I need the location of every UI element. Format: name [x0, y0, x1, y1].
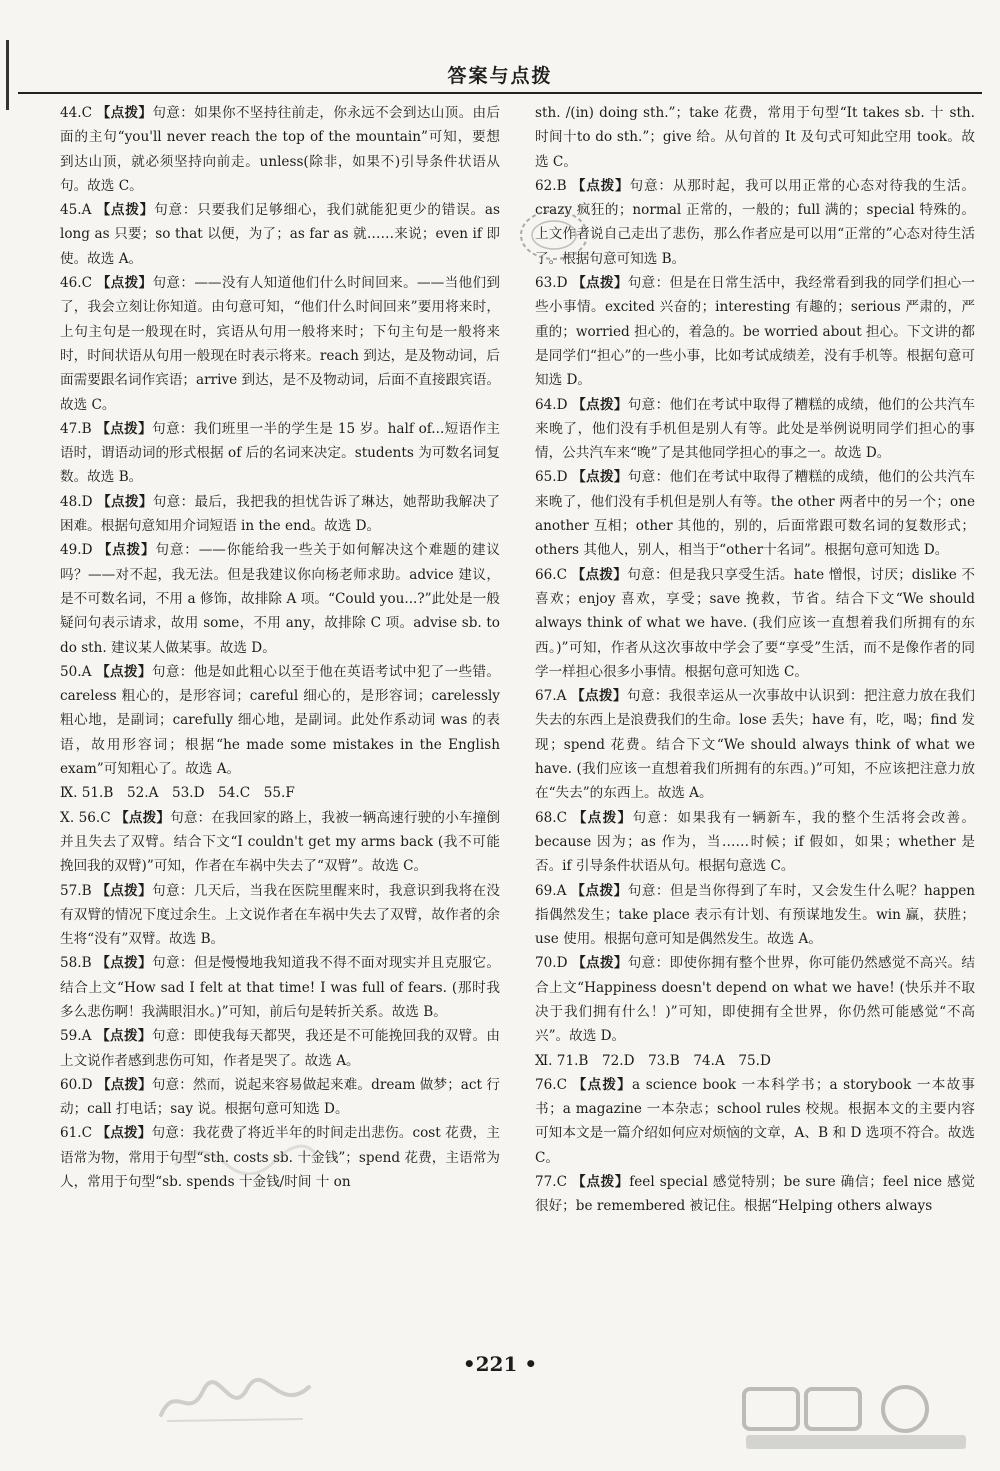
tip-tag: 【点拨】: [572, 396, 628, 413]
answer-explanation: 句意：最后，我把我的担忧告诉了琳达，她帮助我解决了困难。根据句意知用介词短语 in the end。故选 D。: [60, 493, 501, 535]
tip-tag: 【点拨】: [572, 275, 628, 292]
answer-explanation: 句意：在我回家的路上，我被一辆高速行驶的小车撞倒并且失去了双臂。结合下文“I couldn't get my arms back (我不可能挽回我的双臂)”可知，作者在车祸中失去了“双臂”。故选 C。: [60, 809, 501, 875]
tip-tag: 【点拨】: [97, 542, 156, 559]
answer-entry: [535, 465, 975, 562]
answer-entry: [60, 271, 500, 417]
answer-number: 58.B: [60, 955, 97, 972]
answer-entry: [535, 684, 975, 805]
answer-number: Ⅹ. 56.C: [60, 809, 116, 826]
tip-tag: 【点拨】: [96, 1076, 152, 1093]
answer-explanation: 句意：如果你不坚持往前走，你永远不会到达山顶。由后面的主句“you'll never reach the top of the mountain”可知，要想到达山顶，就必须坚持向前走。unless(除非，如果不)引导条件状语从句。故选 C。: [60, 105, 501, 194]
tip-tag: 【点拨】: [571, 177, 630, 194]
tip-tag: 【点拨】: [572, 1076, 633, 1093]
right-column: [535, 101, 975, 1219]
answer-number: 57.B: [60, 882, 97, 899]
answer-entry: [535, 563, 975, 684]
answer-entry: [535, 1170, 975, 1219]
answer-entry: [60, 951, 500, 1024]
header-title: 答案与点拨: [447, 65, 553, 87]
answer-number: 77.C: [535, 1174, 573, 1191]
answer-entry: [60, 490, 500, 539]
answer-number: 61.C: [60, 1125, 97, 1142]
answer-number: 60.D: [60, 1076, 97, 1093]
answer-explanation: 句意：他们在考试中取得了糟糕的成绩，他们的公共汽车来晚了，他们没有手机但是别人有等。the other 两者中的另一个；one another 互相；other 其他的，别的，后面常跟可数名词的复数形式；others 其他人，别人，相当于“other十名词”。根据句意可知选 D。: [535, 469, 976, 559]
answer-explanation: 句意：我花费了将近半年的时间走出悲伤。cost 花费，主语常为物，常用于句型“sth. costs sb. 十金钱”；spend 花费，主语常为人，常用于句型“sb. spends 十金钱/时间 十 on: [60, 1125, 501, 1191]
answer-explanation: 句意：只要我们足够细心，我们就能犯更少的错误。as long as 只要；so that 以便，为了；as far as 就……来说；even if 即使。故选 A。: [60, 202, 500, 267]
answer-entry: [60, 1073, 500, 1122]
answer-entry: [60, 1024, 500, 1073]
faint-watermark-icon: [170, 1135, 320, 1175]
site-logo-watermark-icon: [740, 1383, 970, 1453]
answer-entry: [535, 393, 975, 466]
left-column: [60, 101, 500, 1194]
answer-number: 69.A: [535, 882, 572, 899]
answer-number: 49.D: [60, 542, 98, 559]
answer-entry: [535, 101, 975, 174]
tip-tag: 【点拨】: [96, 1125, 152, 1142]
answer-explanation: 句意：但是慢慢地我知道我不得不面对现实并且克服它。结合上文“How sad I felt at that time! I was full of fears. (那时我多么悲伤啊！我满眼泪水。)”可知，前后句是转折关系。故选 B。: [60, 955, 501, 1020]
answer-explanation: 句意：如果我有一辆新车，我的整个生活将会改善。because 因为；as 作为，当……时候；if 假如，如果；whether 是否。if 引导条件状语从句。根据句意选 C。: [535, 809, 976, 875]
tip-tag: 【点拨】: [572, 469, 628, 486]
tip-tag: 【点拨】: [96, 882, 153, 899]
answer-entry: [60, 198, 500, 271]
tip-tag: 【点拨】: [571, 688, 627, 705]
answer-entry: [535, 271, 975, 392]
answer-explanation: 句意：我们班里一半的学生是 15 岁。half of...短语作主语时，谓语动词的形式根据 of 后的名词来决定。students 为可数名词复数。故选 B。: [60, 420, 501, 486]
tip-tag: 【点拨】: [572, 809, 633, 826]
page-header: [18, 62, 982, 94]
answer-number: 65.D: [535, 469, 573, 486]
answer-number: 48.D: [60, 493, 98, 510]
answer-number: 45.A: [60, 202, 97, 219]
answer-entry: [535, 806, 975, 879]
answer-entry: [535, 1049, 975, 1073]
tip-tag: 【点拨】: [572, 1174, 630, 1191]
answer-number: 70.D: [535, 955, 573, 972]
answer-explanation: 句意：——你能给我一些关于如何解决这个难题的建议吗？——对不起，我无法。但是我建议你向杨老师求助。advice 建议，是不可数名词，不用 a 修饰，故排除 A 项。“Could you...?”此处是一般疑问句表示请求，故用 some，不用 any，故排除 C 项。advise sb. to do sth. 建议某人做某事。故选 D。: [60, 542, 501, 656]
answer-explanation: 句意：从那时起，我可以用正常的心态对待我的生活。crazy 疯狂的；normal 正常的，一般的；full 满的；special 特殊的。上文作者说自己走出了悲伤，那么作者应是可以用“正常的”心态对待生活了。根据句意可知选 B。: [535, 177, 976, 267]
answer-line: sth. /(in) doing sth.”；take 花费，常用于句型“It takes sb. 十 sth. 时间十to do sth.”；give 给。从句首的 It 及句式可知此空用 took。故选 C。: [535, 105, 975, 170]
answer-number: 46.C: [60, 275, 97, 292]
tip-tag: 【点拨】: [96, 275, 153, 292]
tip-tag: 【点拨】: [96, 663, 152, 680]
answer-explanation: a science book 一本科学书；a storybook 一本故事书；a magazine 一本杂志；school rules 校规。根据本文的主要内容可知本文是一篇介绍如何应对烦恼的文章，A、B 和 D 选项不符合。故选 C。: [535, 1076, 976, 1166]
answer-explanation: feel special 感觉特别；be sure 确信；feel nice 感觉很好；be remembered 被记住。根据“Helping others always: [535, 1174, 976, 1215]
answer-explanation: 句意：他们在考试中取得了糟糕的成绩，他们的公共汽车来晚了，他们没有手机但是别人有等。此处是举例说明同学们担心的事情，公共汽车来“晚”了是其他同学担心的事之一。故选 D。: [535, 396, 976, 462]
answer-explanation: 句意：即使我每天都哭，我还是不可能挽回我的双臂。由上文说作者感到悲伤可知，作者是哭了。故选 A。: [60, 1028, 501, 1069]
answer-explanation: 句意：然而，说起来容易做起来难。dream 做梦；act 行动；call 打电话；say 说。根据句意可知选 D。: [60, 1076, 501, 1118]
answer-number: 59.A: [60, 1028, 97, 1045]
answer-number: 76.C: [535, 1076, 573, 1093]
answer-explanation: 句意：几天后，当我在医院里醒来时，我意识到我将在没有双臂的情况下度过余生。上文说作者在车祸中失去了双臂，故作者的余生将“没有”双臂。故选 B。: [60, 882, 501, 948]
answer-entry: [60, 781, 500, 805]
tip-tag: 【点拨】: [115, 809, 171, 826]
tip-tag: 【点拨】: [571, 566, 628, 583]
answer-entry: [60, 660, 500, 781]
answer-entry: [60, 806, 500, 879]
answer-line: Ⅸ. 51.B 52.A 53.D 54.C 55.F: [60, 785, 295, 802]
answer-entry: [535, 879, 975, 952]
answer-explanation: 句意：但是当你得到了车时，又会发生什么呢？happen 指偶然发生；take place 表示有计划、有预谋地发生。win 赢，获胜；use 使用。根据句意可知是偶然发生。故选 A。: [535, 882, 976, 948]
answer-number: 64.D: [535, 396, 573, 413]
answer-entry: [535, 951, 975, 1048]
tip-tag: 【点拨】: [96, 105, 153, 121]
page-number: •221 •: [462, 1352, 538, 1376]
answer-number: 66.C: [535, 566, 572, 583]
answer-explanation: 句意：他是如此粗心以至于他在英语考试中犯了一些错。careless 粗心的，是形容词；careful 细心的，是形容词；carelessly 粗心地，是副词；carefully 细心地，是副词。此处作系动词 was 的表语，故用形容词；根据“he made some mistakes in the English exam”可知粗心了。故选 A。: [60, 663, 501, 778]
answer-explanation: 句意：即使你拥有整个世界，你可能仍然感觉不高兴。结合上文“Happiness doesn't depend on what we have! (快乐并不取决于我们拥有什么！)”可知，即使拥有全世界，你仍然可能感觉“不高兴”。故选 D。: [535, 955, 976, 1045]
tip-tag: 【点拨】: [97, 493, 153, 510]
answer-number: 47.B: [60, 420, 97, 437]
tip-tag: 【点拨】: [96, 955, 153, 972]
answer-line: Ⅺ. 71.B 72.D 73.B 74.A 75.D: [535, 1052, 771, 1069]
answer-number: 62.B: [535, 177, 572, 194]
answer-explanation: 句意：但是我只享受生活。hate 憎恨，讨厌；dislike 不喜欢；enjoy 喜欢，享受；save 挽救，节省。结合下文“We should always think of what we have. (我们应该一直想着我们所拥有的东西。)”可知，作者从这次事故中学会了要“享受”生活，而不是像作者的同学一样担心很多小事情。根据句意可知选 C。: [535, 566, 976, 680]
handwritten-watermark-icon: [155, 1375, 315, 1427]
tip-tag: 【点拨】: [571, 882, 628, 899]
answer-explanation: 句意：但是在日常生活中，我经常看到我的同学们担心一些小事情。excited 兴奋的；interesting 有趣的；serious 严肃的，严重的；worried 担心的，着急的。be worried about 担心。下文讲的都是同学们“担心”的一些小事，比如考试成绩差，没有手机等。根据句意可知选 D。: [535, 275, 976, 389]
answer-entry: [60, 101, 500, 198]
binding-edge-line: [6, 40, 9, 110]
tip-tag: 【点拨】: [572, 955, 628, 972]
answer-entry: [60, 879, 500, 952]
answer-number: 63.D: [535, 275, 573, 292]
tip-tag: 【点拨】: [96, 202, 155, 219]
answer-entry: [535, 1073, 975, 1170]
answer-entry: [60, 538, 500, 659]
answer-explanation: 句意：我很幸运从一次事故中认识到：把注意力放在我们失去的东西上是浪费我们的生命。lose 丢失；have 有，吃，喝；find 发现；spend 花费。结合下文“We should always think of what we have. (我们应该一直想着我们所拥有的东西。)”可知，不应该把注意力放在“失去”的东西上。故选 A。: [535, 688, 976, 802]
answer-entry: [60, 417, 500, 490]
answer-number: 44.C: [60, 105, 97, 121]
answer-number: 67.A: [535, 688, 572, 705]
ink-stamp-icon: [517, 205, 591, 265]
answer-entry: [535, 174, 975, 271]
tip-tag: 【点拨】: [96, 1028, 152, 1045]
answer-number: 50.A: [60, 663, 97, 680]
tip-tag: 【点拨】: [96, 420, 153, 437]
answer-number: 68.C: [535, 809, 573, 826]
answer-explanation: 句意：——没有人知道他们什么时间回来。——当他们到了，我会立刻让你知道。由句意可知，“他们什么时间回来”要用将来时，上句主句是一般现在时，宾语从句用一般将来时；下句主句是一般将来时，时间状语从句用一般现在时表示将来。reach 到达，是及物动词，后面需要跟名词作宾语；arrive 到达，是不及物动词，后面不直接跟宾语。故选 C。: [60, 275, 501, 413]
